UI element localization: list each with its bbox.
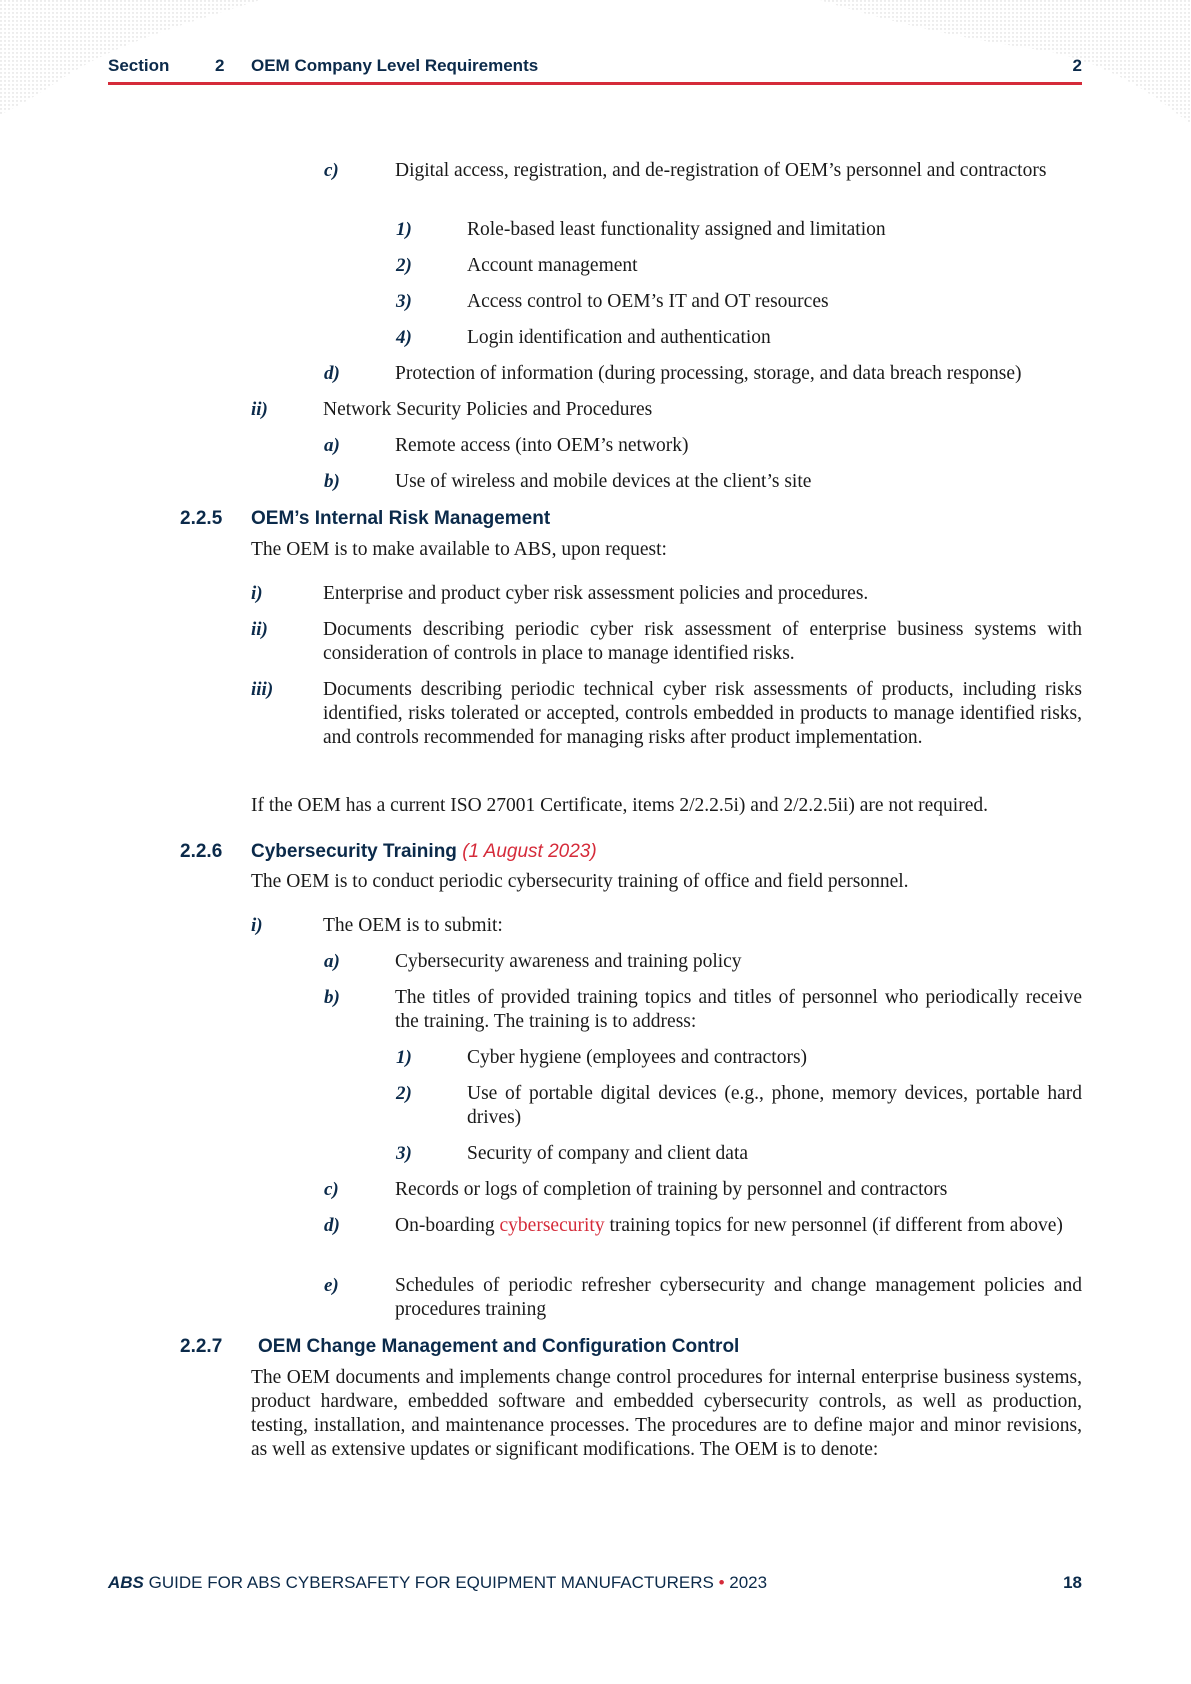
sub-text: Remote access (into OEM’s network) [395,435,689,456]
section-heading-number: 2.2.7 [180,1336,223,1357]
section-heading-title: OEM Change Management and Configuration Control [258,1336,740,1357]
sub-label: a) [324,951,340,972]
item-label: iii) [251,679,274,700]
section-number: 2 [215,56,225,75]
item-text: Documents describing periodic technical cyber risk assessments of products, including risks identified, risks tolerated or accepted, controls embedded in products to manage identified risks, and controls recommended for managing risks after product implementation. [323,679,1082,748]
highlighted-term: cybersecurity [499,1215,605,1236]
section-heading-number: 2.2.6 [180,841,223,862]
date-open: ( [462,841,469,862]
section-heading [251,840,1082,864]
sub-text: Cybersecurity awareness and training policy [395,951,742,972]
item-label: d) [324,363,340,384]
footer-year: 2023 [729,1573,768,1592]
header-page-ref: 2 [1072,56,1082,75]
page-header [108,54,1082,78]
footer-bullet: • [718,1573,725,1592]
sub-label: b) [324,987,340,1008]
sub-sub-label: 1) [396,1047,412,1068]
sub-sub-text: Security of company and client data [467,1143,749,1164]
section-label: Section [108,56,170,75]
header-title: OEM Company Level Requirements [251,56,539,75]
effective-date: 1 August 2023 [468,841,591,862]
item-text: Network Security Policies and Procedures [323,399,653,420]
sub-text: Schedules of periodic refresher cybersecurity and change management policies and procedures training [395,1275,1082,1320]
sub-label: 4) [396,327,412,348]
sub-label: 3) [396,291,412,312]
item-text: The OEM is to submit: [323,915,503,936]
sub-text: Account management [467,255,638,276]
item-label: c) [324,160,339,181]
page-number: 18 [1063,1573,1082,1592]
abs-logo: ABS [108,1573,144,1592]
sub-sub-label: 3) [396,1143,412,1164]
section-body: The OEM documents and implements change control procedures for internal enterprise business systems, product hardware, embedded software and embedded cybersecurity controls, as well as production, testing, installation, and maintenance processes. The procedures are to define major and minor revisions, as well as extensive updates or significant modifications. The OEM is to denote: [251,1367,1082,1460]
sub-sub-text: Cyber hygiene (employees and contractors) [467,1047,808,1068]
sub-text: Records or logs of completion of training by personnel and contractors [395,1179,948,1200]
item-label: ii) [251,619,268,640]
section-heading-title: Cybersecurity Training [251,841,457,862]
sub-text: Use of wireless and mobile devices at the client’s site [395,471,812,492]
item-label: ii) [251,399,268,420]
item-label: i) [251,583,263,604]
sub-label: 1) [396,219,412,240]
section-heading-number: 2.2.5 [180,508,223,529]
sub-label: a) [324,435,340,456]
sub-label: c) [324,1179,339,1200]
sub-text: Access control to OEM’s IT and OT resources [467,291,829,312]
item-text: Protection of information (during processing, storage, and data breach response) [395,363,1022,384]
sub-sub-text: Use of portable digital devices (e.g., phone, memory devices, portable hard drives) [467,1083,1082,1128]
page-footer [108,1573,1082,1597]
item-text: Documents describing periodic cyber risk assessment of enterprise business systems with consideration of controls in place to manage identified risks. [323,619,1082,664]
sub-label: d) [324,1215,340,1236]
sub-label: e) [324,1275,339,1296]
sub-text: The titles of provided training topics and titles of personnel who periodically receive the training. The training is to address: [395,987,1082,1032]
footer-title: GUIDE FOR ABS CYBERSAFETY FOR EQUIPMENT MANUFACTURERS [148,1573,714,1592]
section-intro: The OEM is to make available to ABS, upon request: [251,539,667,560]
sub-text [395,1214,1082,1238]
sub-text: Role-based least functionality assigned and limitation [467,219,886,240]
section-heading-title: OEM’s Internal Risk Management [251,508,551,529]
item-text: Enterprise and product cyber risk assessment policies and procedures. [323,583,869,604]
section-note: If the OEM has a current ISO 27001 Certificate, items 2/2.2.5i) and 2/2.2.5ii) are not required. [251,795,989,816]
section-intro: The OEM is to conduct periodic cybersecurity training of office and field personnel. [251,871,909,892]
date-close: ) [590,841,597,862]
sub-sub-label: 2) [396,1083,412,1104]
header-rule [108,82,1082,85]
item-label: i) [251,915,263,936]
sub-label: b) [324,471,340,492]
text-after: training topics for new personnel (if different from above) [609,1215,1063,1236]
item-text: Digital access, registration, and de-registration of OEM’s personnel and contractors [395,160,1047,181]
sub-text: Login identification and authentication [467,327,771,348]
sub-label: 2) [396,255,412,276]
text-before: On-boarding [395,1215,495,1236]
